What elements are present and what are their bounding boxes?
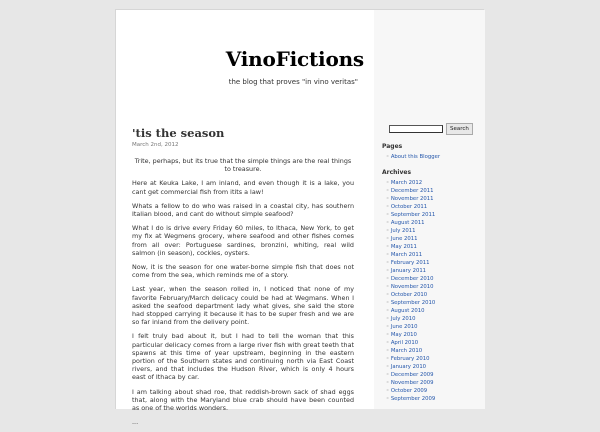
post-paragraph: I felt truly bad about it, but I had to tell the woman that this particular delicacy comes from a large river fish with great teeth that spawns at this time of year upstream, beginning in the eastern portion of the Southern states and continuing north via East Coast rivers, and that includes the Hudson River, which is only 4 hours east of Ithaca by car. (132, 332, 354, 382)
archive-list-item: ◦ September 2011 (386, 212, 436, 218)
post-paragraph: ... (132, 418, 139, 427)
archive-link[interactable]: September 2010 (390, 300, 436, 306)
archive-link[interactable]: March 2010 (390, 348, 423, 354)
archive-link[interactable]: September 2011 (390, 212, 436, 218)
archive-link[interactable]: March 2012 (390, 180, 423, 186)
archive-link[interactable]: August 2010 (390, 308, 425, 314)
sidebar (382, 123, 482, 403)
archives-widget-title: Archives (382, 169, 412, 176)
post-paragraph: Last year, when the season rolled in, I noticed that none of my favorite February/March delicacy could be had at Wegmans. When I asked the seafood department lady what gives, she said the store had stopped carrying it because it has to be super fresh and we are so far inland from the delivery point. (132, 285, 354, 327)
blog-header (116, 10, 374, 110)
archive-list-item: ◦ February 2011 (386, 260, 430, 266)
archive-link[interactable]: December 2010 (390, 276, 434, 282)
archive-list-item: ◦ March 2010 (386, 348, 423, 354)
post-paragraph: What I do is drive every Friday 60 miles, to Ithaca, New York, to get my fix at Wegmens grocery, where seafood and other fishes comes from all over: Portuguese sardines, bronzini, whiting, real wild salmon (in season), cockles, oysters. (132, 224, 354, 257)
blog-description: the blog that proves "in vino veritas" (228, 78, 358, 86)
archive-list-item: ◦ July 2010 (386, 316, 416, 322)
archive-list-item: ◦ December 2011 (386, 188, 434, 194)
archive-link[interactable]: July 2010 (390, 316, 416, 322)
archive-list-item: ◦ May 2010 (386, 332, 417, 338)
archive-link[interactable]: March 2011 (390, 252, 423, 258)
search-form (389, 123, 482, 135)
archive-link[interactable]: November 2010 (390, 284, 434, 290)
archive-link[interactable]: May 2010 (390, 332, 417, 338)
archive-list-item: ◦ May 2011 (386, 244, 417, 250)
archive-link[interactable]: June 2010 (390, 324, 418, 330)
archive-link[interactable]: September 2009 (390, 396, 436, 402)
archive-list-item: ◦ January 2011 (386, 268, 427, 274)
pages-list-item: ◦ About this Blogger (386, 154, 441, 160)
archive-link[interactable]: February 2011 (390, 260, 430, 266)
archive-link[interactable]: November 2011 (390, 196, 434, 202)
post-paragraph: I am talking about shad roe, that reddish-brown sack of shad eggs that, along with the Maryland blue crab should have been counted as one of the worlds wonders. (132, 387, 354, 413)
pages-widget-title: Pages (382, 143, 403, 150)
archive-list-item: ◦ December 2010 (386, 276, 434, 282)
search-input[interactable] (389, 125, 443, 133)
archive-list-item: ◦ September 2009 (386, 396, 436, 402)
archive-list-item: ◦ November 2009 (386, 380, 434, 386)
page-link-about[interactable]: About this Blogger (390, 154, 441, 160)
post-paragraph: Here at Keuka Lake, I am inland, and even though it is a lake, you cant get commercial fish from itits a law! (132, 179, 354, 196)
pages-widget (382, 143, 482, 161)
archive-list-item: ◦ June 2011 (386, 236, 418, 242)
post-body (132, 157, 354, 426)
archive-list (382, 179, 482, 403)
archive-list-item: ◦ March 2011 (386, 252, 423, 258)
post-paragraph: Trite, perhaps, but its true that the simple things are the real things to treasure. (134, 157, 352, 174)
archive-link[interactable]: January 2010 (390, 364, 427, 370)
archive-link[interactable]: July 2011 (390, 228, 416, 234)
post-title[interactable]: 'tis the season (132, 126, 225, 140)
post-paragraph: Whats a fellow to do who was raised in a coastal city, has southern Italian blood, and cant do without simple seafood? (132, 201, 354, 219)
archive-link[interactable]: November 2009 (390, 380, 434, 386)
archive-link[interactable]: October 2010 (390, 292, 428, 298)
archive-list-item: ◦ February 2010 (386, 356, 430, 362)
archive-list-item: ◦ November 2010 (386, 284, 434, 290)
archive-list-item: ◦ July 2011 (386, 228, 416, 234)
archive-list-item: ◦ August 2010 (386, 308, 425, 314)
archive-link[interactable]: June 2011 (390, 236, 418, 242)
search-button[interactable]: Search (446, 123, 473, 135)
archive-list-item: ◦ April 2010 (386, 340, 419, 346)
main-content (132, 126, 354, 432)
archive-list-item: ◦ June 2010 (386, 324, 418, 330)
archive-list-item: ◦ December 2009 (386, 372, 434, 378)
archive-link[interactable]: April 2010 (390, 340, 419, 346)
archive-link[interactable]: October 2011 (390, 204, 428, 210)
archives-widget (382, 169, 482, 403)
archive-list-item: ◦ November 2011 (386, 196, 434, 202)
archive-link[interactable]: December 2009 (390, 372, 434, 378)
archive-link[interactable]: February 2010 (390, 356, 430, 362)
post-date: March 2nd, 2012 (132, 142, 179, 148)
archive-list-item: ◦ March 2012 (386, 180, 423, 186)
archive-link[interactable]: May 2011 (390, 244, 417, 250)
archive-list-item: ◦ October 2010 (386, 292, 428, 298)
post-paragraph: Now, it is the season for one water-borne simple fish that does not come from the sea, which reminds me of a story. (132, 263, 354, 280)
archive-link[interactable]: October 2009 (390, 388, 428, 394)
archive-list-item: ◦ October 2011 (386, 204, 428, 210)
archive-link[interactable]: January 2011 (390, 268, 427, 274)
archive-list-item: ◦ January 2010 (386, 364, 427, 370)
page-container (115, 9, 484, 427)
archive-link[interactable]: December 2011 (390, 188, 434, 194)
archive-list-item: ◦ September 2010 (386, 300, 436, 306)
archive-list-item: ◦ October 2009 (386, 388, 428, 394)
archive-list-item: ◦ August 2011 (386, 220, 425, 226)
archive-link[interactable]: August 2011 (390, 220, 425, 226)
blog-title-link[interactable]: VinoFictions (225, 47, 364, 71)
